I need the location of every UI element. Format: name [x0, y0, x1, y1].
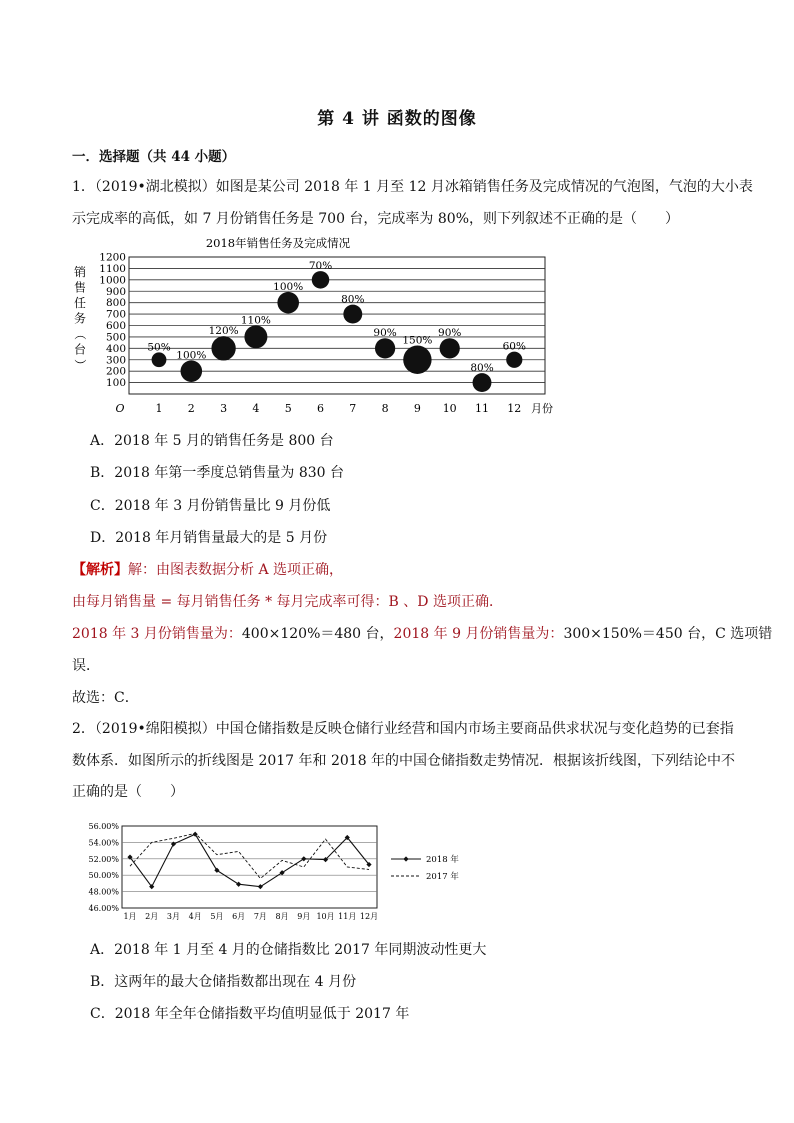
- bubble-x-tick: 2: [187, 402, 195, 415]
- bubble-chart-ylabel: [73, 264, 87, 371]
- bubble-chart-ylabel-char: （: [73, 327, 87, 341]
- line-chart-frame: [122, 826, 377, 908]
- line-x-tick: 6月: [232, 912, 246, 921]
- bubble-point: [343, 305, 362, 324]
- bubble-rate-label: 100%: [176, 349, 207, 362]
- q2-option-b: B．这两年的最大仓储指数都出现在 4 月份: [90, 974, 357, 990]
- bubble-x-tick: 12: [507, 402, 522, 415]
- q1-option-d: D．2018 年月销售量最大的是 5 月份: [90, 530, 328, 546]
- bubble-chart-xlabel: 月份: [531, 402, 553, 415]
- line-x-tick: 2月: [145, 912, 159, 921]
- bubble-point: [181, 360, 203, 382]
- analysis-text-3d: 300×150%＝450 台，C 选项错: [563, 626, 773, 642]
- bubble-y-tick: 1100: [99, 262, 126, 275]
- bubble-rate-label: 80%: [341, 293, 365, 306]
- bubble-point: [152, 352, 167, 367]
- bubble-chart-origin: O: [115, 402, 125, 415]
- line-y-tick: 52.00%: [88, 854, 119, 864]
- line-x-tick: 7月: [253, 912, 267, 921]
- analysis-text-3c: 2018 年 9 月份销售量为：: [393, 626, 564, 642]
- bubble-x-tick: 4: [252, 402, 260, 415]
- bubble-x-tick: 1: [155, 402, 163, 415]
- q2-option-c: C．2018 年全年仓储指数平均值明显低于 2017 年: [90, 1006, 410, 1022]
- line-x-tick: 11月: [338, 912, 357, 921]
- bubble-y-tick: 400: [105, 342, 126, 355]
- q1-stem-line2: 示完成率的高低，如 7 月份销售任务是 700 台，完成率为 80%，则下列叙述不正确的是（ ）: [72, 211, 679, 227]
- bubble-y-tick: 200: [105, 365, 126, 378]
- q1-option-c: C．2018 年 3 月份销售量比 9 月份低: [90, 498, 331, 514]
- bubble-x-tick: 11: [475, 402, 489, 415]
- bubble-chart-title: 2018年销售任务及完成情况: [205, 236, 351, 250]
- bubble-chart: [68, 232, 568, 422]
- line-y-tick: 46.00%: [88, 904, 119, 913]
- bubble-chart-ylabel-char: 务: [73, 311, 87, 326]
- q1-option-a: A．2018 年 5 月的销售任务是 800 台: [90, 433, 334, 449]
- line-x-tick: 3月: [166, 912, 181, 921]
- bubble-x-tick: 6: [317, 402, 324, 415]
- line-x-tick: 5月: [210, 912, 224, 921]
- bubble-x-tick: 9: [413, 402, 421, 415]
- q2-option-a: A．2018 年 1 月至 4 月的仓储指数比 2017 年同期波动性更大: [90, 942, 487, 958]
- bubble-rate-label: 50%: [147, 341, 171, 354]
- bubble-y-tick: 900: [105, 285, 126, 298]
- bubble-point: [277, 292, 299, 314]
- bubble-x-tick: 3: [220, 402, 228, 415]
- legend-label: 2017 年: [426, 872, 459, 882]
- bubble-point: [403, 346, 431, 374]
- bubble-rate-label: 80%: [470, 362, 494, 375]
- analysis-text-3a: 2018 年 3 月份销售量为：: [72, 626, 242, 642]
- bubble-chart-ylabel-char: 任: [73, 296, 87, 310]
- q1-stem-line1: 1．（2019•湖北模拟）如图是某公司 2018 年 1 月至 12 月冰箱销售任务及完成情况的气泡图，气泡的大小表: [72, 179, 753, 195]
- line-y-tick: 48.00%: [88, 887, 119, 897]
- line-chart: [78, 818, 478, 924]
- line-y-tick: 50.00%: [88, 871, 119, 881]
- bubble-y-tick: 500: [105, 331, 126, 344]
- bubble-y-tick: 600: [105, 320, 126, 332]
- bubble-rate-label: 90%: [373, 327, 397, 340]
- analysis-text-3b: 400×120%＝480 台，: [241, 626, 394, 642]
- q1-answer: 故选：C．: [72, 690, 139, 706]
- line-x-tick: 9月: [297, 912, 311, 921]
- bubble-rate-label: 60%: [502, 340, 526, 353]
- q1-analysis-line3: [72, 623, 772, 643]
- bubble-point: [506, 352, 522, 368]
- line-x-tick: 8月: [275, 912, 289, 921]
- bubble-y-tick: 1000: [99, 274, 126, 287]
- line-x-tick: 1月: [123, 912, 137, 921]
- bubble-x-tick: 8: [381, 402, 389, 415]
- bubble-y-tick: 100: [105, 377, 126, 390]
- section-heading: 一．选择题（共 44 小题）: [72, 149, 236, 165]
- bubble-point: [375, 338, 395, 358]
- q2-stem-line1: 2．（2019•绵阳模拟）中国仓储指数是反映仓储行业经营和国内市场主要商品供求状况与变化趋势的已套指: [72, 721, 734, 737]
- bubble-rate-label: 100%: [273, 280, 304, 293]
- bubble-rate-label: 70%: [308, 260, 333, 273]
- bubble-point: [211, 336, 235, 360]
- page-title: 第 4 讲 函数的图像: [317, 109, 477, 129]
- bubble-rate-label: 150%: [402, 334, 433, 347]
- legend-label: 2018 年: [426, 855, 459, 865]
- line-x-tick: 4月: [188, 912, 202, 921]
- bubble-chart-ylabel-char: 台: [73, 342, 87, 357]
- bubble-rate-label: 110%: [240, 314, 271, 327]
- line-chart-legend: [391, 854, 459, 882]
- bubble-chart-ylabel-char: 售: [73, 280, 87, 295]
- line-y-tick: 54.00%: [88, 838, 119, 848]
- bubble-rate-label: 90%: [438, 327, 462, 340]
- q1-analysis-line4: 误．: [72, 658, 100, 674]
- q2-stem-line3: 正确的是（ ）: [72, 784, 184, 800]
- q1-analysis-line1: [72, 559, 343, 579]
- bubble-x-tick: 5: [284, 402, 292, 415]
- line-x-tick: 12月: [359, 912, 379, 921]
- bubble-x-tick: 7: [349, 402, 357, 415]
- analysis-text-1: 解：由图表数据分析 A 选项正确，: [128, 562, 344, 578]
- bubble-point: [244, 325, 267, 348]
- legend-marker: [403, 856, 408, 861]
- bubble-y-tick: 800: [105, 297, 126, 310]
- bubble-chart-ylabel-char: 销: [73, 265, 87, 279]
- bubble-point: [312, 271, 330, 289]
- analysis-tag: 【解析】: [72, 562, 128, 578]
- bubble-chart-ylabel-char: ）: [73, 358, 87, 372]
- q2-stem-line2: 数体系．如图所示的折线图是 2017 年和 2018 年的中国仓储指数走势情况．根据该折线图，下列结论中不: [72, 753, 736, 769]
- bubble-y-tick: 300: [105, 354, 126, 367]
- bubble-y-tick: 1200: [99, 251, 126, 264]
- q1-option-b: B．2018 年第一季度总销售量为 830 台: [90, 465, 344, 481]
- q1-analysis-line2: 由每月销售量 = 每月销售任务 * 每月完成率可得：B 、D 选项正确．: [72, 594, 503, 610]
- bubble-y-tick: 700: [105, 308, 126, 321]
- bubble-x-tick: 10: [442, 402, 457, 415]
- line-y-tick: 56.00%: [88, 822, 119, 831]
- bubble-rate-label: 120%: [208, 325, 239, 338]
- line-x-tick: 10月: [316, 912, 335, 921]
- bubble-point: [440, 338, 460, 358]
- bubble-point: [473, 373, 492, 392]
